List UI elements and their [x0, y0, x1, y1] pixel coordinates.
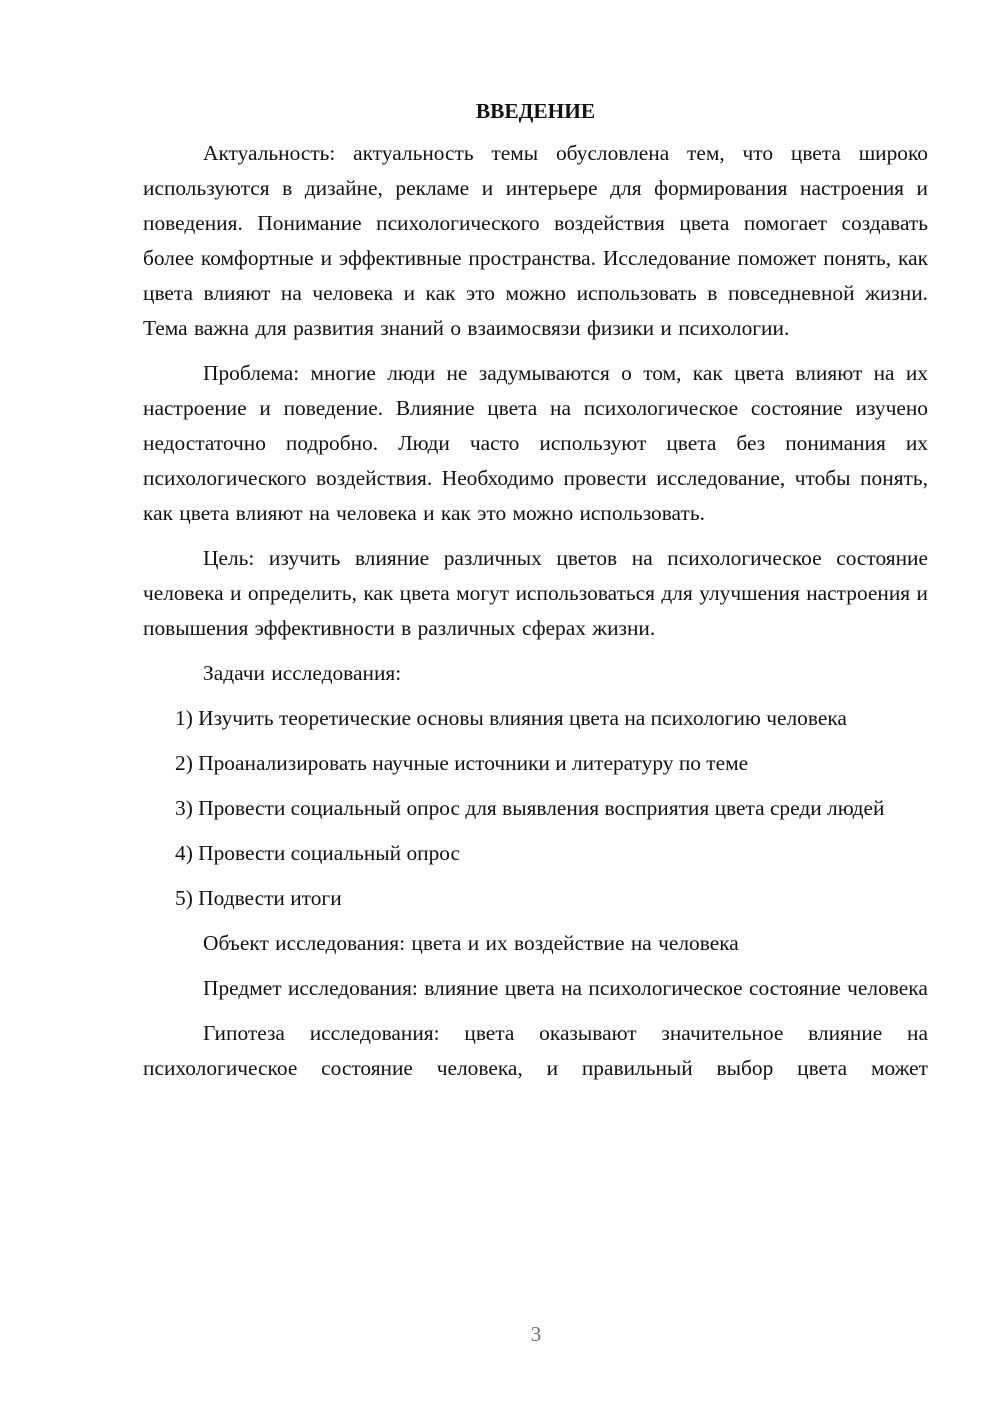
- page-number: 3: [530, 1322, 542, 1346]
- subject-paragraph: Предмет исследования: влияние цвета на психологическое состояние человека: [203, 976, 928, 1000]
- section-heading: ВВЕДЕНИЕ: [475, 99, 596, 123]
- document-page: [143, 96, 928, 1096]
- relevance-paragraph: Актуальность: актуальность темы обусловлена тем, что цвета широко используются в дизайне, рекламе и интерьере для формирования настроения и поведения. Понимание психологического воздействия цвета помогает создавать более комфортные и эффективные пространства. Исследование поможет понять, как цвета влияют на человека и как это можно использовать в повседневной жизни. Тема важна для развития знаний о взаимосвязи физики и психологии.: [143, 141, 928, 340]
- task-item-4: 4) Провести социальный опрос: [175, 841, 461, 865]
- task-item-1: 1) Изучить теоретические основы влияния цвета на психологию человека: [175, 706, 847, 730]
- task-item-3: 3) Провести социальный опрос для выявления восприятия цвета среди людей: [175, 796, 885, 820]
- tasks-title: Задачи исследования:: [203, 661, 402, 685]
- object-paragraph: Объект исследования: цвета и их воздействие на человека: [203, 931, 739, 955]
- problem-paragraph: Проблема: многие люди не задумываются о том, как цвета влияют на их настроение и поведение. Влияние цвета на психологическое состояние изучено недостаточно подробно. Люди часто используют цвета без понимания их психологического воздействия. Необходимо провести исследование, чтобы понять, как цвета влияют на человека и как это можно использовать.: [143, 361, 928, 525]
- goal-paragraph: Цель: изучить влияние различных цветов на психологическое состояние человека и определить, как цвета могут использоваться для улучшения настроения и повышения эффективности в различных сферах жизни.: [143, 546, 928, 640]
- task-item-5: 5) Подвести итоги: [175, 886, 342, 910]
- task-item-2: 2) Проанализировать научные источники и литературу по теме: [175, 751, 749, 775]
- hypothesis-paragraph: Гипотеза исследования: цвета оказывают значительное влияние на психологическое состояние человека, и правильный выбор цвета может: [143, 1021, 928, 1080]
